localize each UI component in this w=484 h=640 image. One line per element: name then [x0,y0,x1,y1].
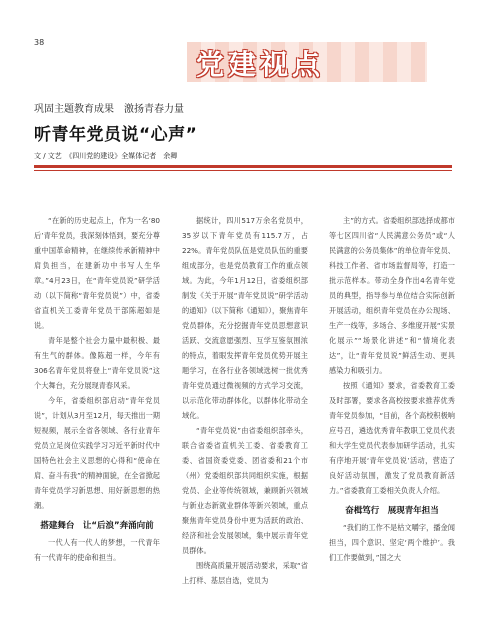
body-paragraph: 今年，省委组织部启动“青年党员说”，计划从3月至12月，每天推出一期短视频，展示全省各领域、各行业青年党员立足岗位实践学习习近平新时代中国特色社会主义思想的心得和“使命在肩、奋斗有我”的精神面貌，在全省掀起青年党员学习新思想、用好新思想的热潮。 [34,396,160,510]
article-headline: 听青年党员说“心声” [34,125,198,145]
body-paragraph: 青年是整个社会力量中最积极、最有生气的群体。像陈超一样，今年有306名青年党员将登上“青年党员说”这个大舞台，充分展现青春风采。 [34,336,160,390]
body-paragraph: “青年党员说”由省委组织部牵头，联合省委省直机关工委、省委教育工委、省国资委党委、团省委和21个市（州）党委组织部共同组织实施，根据党员、企业等传统领域，兼顾新兴领域与新业态新就业群体等新兴领域，重点聚焦青年党员身份中更为活跃的政治、经济和社会发展领域，集中展示青年党员群体。 [182,426,308,555]
body-paragraph: “在新的历史起点上，作为一名‘80后’青年党员，我深刻体悟到，要充分尊重中国革命精神，在继续传承新精神中肩负担当，在建新功中书写人生华章。”4月23日，在“青年党员说”研学活动（以下简称“青年党员说”）中，省委省直机关工委青年党员干部陈超如是说。 [34,216,160,330]
headline-rule-thick [34,165,452,168]
text-column-1 [34,213,160,565]
body-paragraph: 主”的方式。省委组织部选择成都市等七区四川省“人民满意公务员”或“人民满意的公务员集体”的单位青年党员、科技工作者、省市场监督局等，打造一批示范样本。带动全身作出4名青年党员的典型，指导参与单位结合实际创新开展活动，组织青年党员在办公现场、生产一线等，多场合、多维度开展“实景化展示”“场景化讲述”和“情境化表达”，让“青年党员说”鲜活生动、更具感染力和吸引力。 [329,216,455,375]
text-column-2 [182,213,308,588]
column-title: 党建视点 [196,48,325,81]
text-column-3 [329,213,455,565]
body-paragraph: 按照《通知》要求，省委教育工委及时部署，要求各高校按要求推荐优秀青年党员参加，“目前，各个高校积极响应号召，遴选优秀青年教职工党员代表和大学生党员代表参加研学活动，扎实有序地开展‘青年党员说’活动，营造了良好活动氛围，激发了党员教育新活力。”省委教育工委相关负责人介绍。 [329,381,455,495]
article-byline: 文 / 文艺 《四川党的建设》全媒体记者 余卿 [34,152,178,160]
page-number: 38 [34,38,45,47]
article-kicker: 巩固主题教育成果 激扬青春力量 [34,104,184,115]
body-paragraph: 据统计，四川517万余名党员中，35岁以下青年党员有115.7万，占22%。青年党员队伍是党员队伍的重要组成部分，也是党员教育工作的重点领域。为此，今年1月12日，省委组织部制发《关于开展“青年党员说”研学活动的通知》（以下简称《通知》），聚焦青年党员群体，充分挖掘青年党员思想意识活跃、交流意愿强烈、互学互鉴氛围浓的特点，着眼发挥青年党员优势开展主题学习，在各行业各领域选树一批优秀青年党员通过微视频的方式学习交流，以示范化带动群体化，以群体化带动全域化。 [182,216,308,420]
section-heading: 奋楫笃行 展现青年担当 [345,506,439,516]
section-heading: 搭建舞台 让“后浪”奔涌向前 [40,521,154,531]
body-paragraph: 一代人有一代人的梦想，一代青年有一代青年的使命和担当。 [34,538,160,562]
headline-rule-thin [34,170,452,171]
body-paragraph: 围绕高质量开展活动要求，采取“省上打样、基层自选，党员为 [182,561,308,585]
body-paragraph: “我们的工作不是枯文嚼字，播金闻担当，四个意识、坚定‘两个维护’。我们工作要做到，”国之大 [329,523,455,562]
